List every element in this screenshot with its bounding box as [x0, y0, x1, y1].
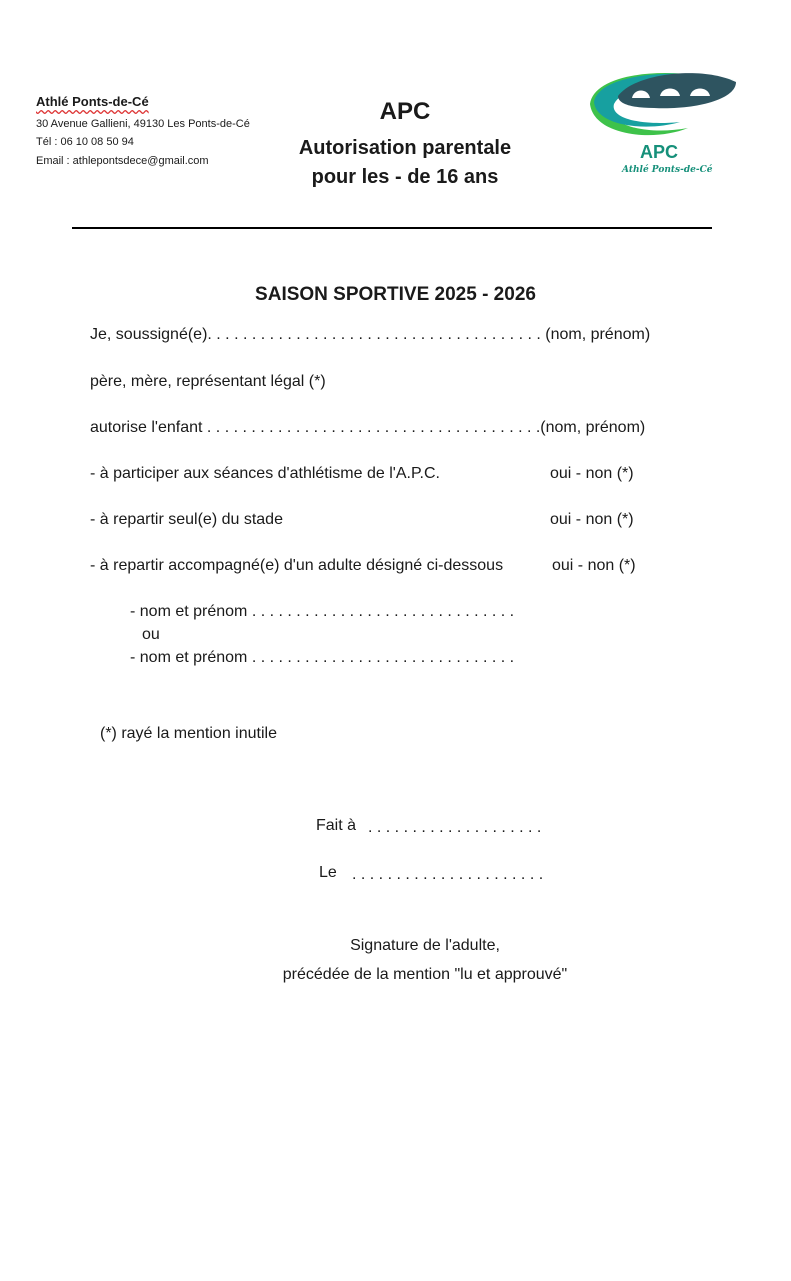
logo-acronym: APC — [640, 142, 679, 162]
title-line-2: pour les - de 16 ans — [311, 166, 499, 188]
title-line-1: Autorisation parentale — [298, 137, 512, 159]
signature-line-2: précédée de la mention "lu et approuvé" — [282, 966, 568, 983]
fait-dots: . . . . . . . . . . . . . . . . . . . . — [368, 819, 542, 836]
fait-label: Fait à — [316, 817, 357, 834]
signature-line-1: Signature de l'adulte, — [350, 937, 500, 954]
season-heading: SAISON SPORTIVE 2025 - 2026 — [255, 284, 536, 305]
line-soussigne: Je, soussigné(e). . . . . . . . . . . . . . . . . . . . . . . . . . . . . . . . . . . . . . (nom, prénom) — [90, 326, 651, 343]
le-label: Le — [319, 864, 337, 881]
or-label: ou — [142, 626, 160, 643]
apc-logo — [584, 66, 742, 182]
item-participer: - à participer aux séances d'athlétisme de l'A.P.C. — [90, 465, 440, 482]
logo-tagline: Athlé Ponts-de-Cé — [622, 165, 713, 175]
adult-name-1: - nom et prénom . . . . . . . . . . . . . . . . . . . . . . . . . . . . . . — [130, 603, 515, 620]
le-dots: . . . . . . . . . . . . . . . . . . . . . . — [352, 866, 544, 883]
header-divider — [72, 227, 712, 229]
choice-seul: oui - non (*) — [550, 511, 634, 528]
page-title — [270, 98, 540, 192]
line-enfant: autorise l'enfant . . . . . . . . . . . . . . . . . . . . . . . . . . . . . . . . . . . . . .(nom, prénom) — [90, 419, 646, 436]
item-seul: - à repartir seul(e) du stade — [90, 511, 283, 528]
org-address: 30 Avenue Gallieni, 49130 Les Ponts-de-Cé — [36, 118, 250, 130]
org-phone: Tél : 06 10 08 50 94 — [36, 136, 134, 148]
footnote: (*) rayé la mention inutile — [100, 725, 277, 742]
line-parent: père, mère, représentant légal (*) — [90, 373, 326, 390]
adult-name-2: - nom et prénom . . . . . . . . . . . . . . . . . . . . . . . . . . . . . . — [130, 649, 515, 666]
org-name: Athlé Ponts-de-Cé — [36, 94, 149, 109]
title-acronym: APC — [379, 98, 431, 125]
item-accompagne: - à repartir accompagné(e) d'un adulte désigné ci-dessous — [90, 557, 504, 574]
choice-participer: oui - non (*) — [550, 465, 634, 482]
org-email: Email : athlepontsdece@gmail.com — [36, 155, 209, 167]
choice-accompagne: oui - non (*) — [552, 557, 636, 574]
